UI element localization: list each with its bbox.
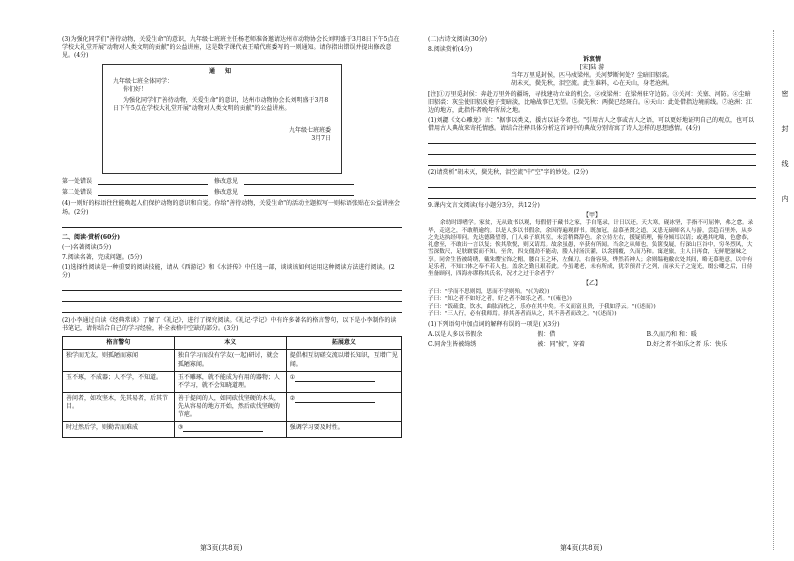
fix-1-blank[interactable]	[244, 178, 354, 185]
answer-line[interactable]	[62, 304, 402, 313]
answer-line[interactable]	[62, 282, 402, 291]
question-7-heading: 7.阅读名著，完成问题。(5分)	[62, 253, 143, 261]
answer-line[interactable]	[428, 146, 756, 155]
passage-b-label: 【乙】	[582, 280, 601, 288]
notice-title: 通 知	[208, 68, 236, 76]
blank-cell-2[interactable]: ②	[286, 392, 401, 421]
question-9-1-prompt: (1)下列语句中加点词的解释有误的一项是( )(3分)	[428, 320, 560, 328]
poem-notes: [注]①万里觅封侯：奔赴万里外的疆场，寻找建功立业的机会。②戍梁州：在梁州驻守边防。③关河：关塞、河防。④尘暗旧貂裘：灰尘使旧貂皮袍子变暗淡，比喻战事已无望。⑤鬓先秋：两鬓已经斑白。⑥天山：此处借指边境前线。⑦沧洲：江边的地方，此指作者晚年所居之地。	[428, 90, 753, 114]
page-4	[428, 36, 756, 349]
section-2-heading: 二、阅读·赏析(60分)	[62, 233, 121, 241]
binding-line	[773, 30, 774, 550]
question-4-prompt: (4)一则好的标语往往能唤起人们保护动物的意识和自觉。你给"善待动物，关爱生命"的活动主题拟写一则标语张贴在公益讲座会场。(2分)	[62, 200, 401, 216]
notice-body: 为强化同学们"善待动物，关爱生命"的意识，达州市动物协会长刘明盛于3月8日下午5点在学校大礼堂开展"动物对人类文明的贡献"的公益讲座。	[113, 96, 329, 112]
poem-author: [宋]陆 游	[579, 64, 605, 72]
question-8-heading: 8.阅读赏析(4分)	[428, 46, 473, 54]
table-header: 拓展意义	[286, 337, 401, 350]
notice-greeting: 九年级七班全体同学：	[113, 78, 174, 86]
error-2-row: 第二处错误 修改意见	[62, 189, 402, 197]
answer-line[interactable]	[428, 157, 756, 166]
option-d[interactable]: D.好之者不如乐之者 乐：快乐	[646, 340, 728, 348]
option-c-gloss: 被：同"披"，穿着	[537, 340, 585, 348]
passage-a: 余幼时即嗜学。家贫，无从致书以观，每假借于藏书之家，手自笔录，计日以还。天大寒，砚冰坚，手指不可屈伸，弗之怠。录毕，走送之，不敢稍逾约。以是人多以书假余，余因得遍观群书。既加冠，益慕圣贤之道，又患无硕师名人与游，尝趋百里外，从乡之先达执经叩问。先达德隆望尊，门人弟子填其室，未尝稍降辞色。余立侍左右，援疑质理，俯身倾耳以请；或遇其叱咄，色愈恭，礼愈至，不敢出一言以复；俟其欣悦，则又请焉。故余虽愚，卒获有所闻。当余之从师也，负箧曳屣，行深山巨谷中，穷冬烈风，大雪深数尺，足肤皲裂而不知。至舍，四支僵劲不能动，媵人持汤沃灌，以衾拥覆，久而乃和。寓逆旅，主人日再食，无鲜肥滋味之享。同舍生皆被绮绣，戴朱缨宝饰之帽，腰白玉之环，左佩刀，右备容臭，烨然若神人；余则缊袍敝衣处其间，略无慕艳意，以中有足乐者，不知口体之奉不若人也。盖余之勤且艰若此。今虽耄老，未有所成，犹幸预君子之列，而承天子之宠光，缀公卿之后，日侍坐备顾问，四海亦谬称其氏名，况才之过于余者乎？	[428, 220, 754, 278]
table-header: 格言警句	[63, 337, 175, 350]
question-3-prompt: (3)为强化同学们"善待动物，关爱生命"的意识，九年级七班班主任杨老师准备邀请达州市动物协会长刘明盛于3月8日下午5点在学校大礼堂开展"动物对人类文明的贡献"的公益讲座，这是数学课代表王晴代班委写的一则通知。请你指出错误并提出修改意见。(4分)	[62, 36, 400, 60]
subsection-1-heading: (一)名著阅读(5分)	[62, 243, 112, 251]
passage-b-line: 子曰："三人行，必有我师焉。择其善者而从之，其不善者而改之。"(《述而》)	[428, 311, 617, 318]
poem-line: 当年万里觅封侯，匹马戍梁州。关河梦断何处？尘暗旧貂裘。	[510, 72, 673, 80]
page-number-left: 第3页(共8页)	[200, 544, 243, 552]
option-a-gloss: 假：借	[537, 330, 556, 338]
table-row: 善问者，如攻坚木，先其易者，后其节目。 善于提问的人，如同砍伐坚硬的木头，先从容易的地方开始，然后砍伐坚硬的节疤。 ②	[63, 392, 402, 421]
notice-hello: 你们好！	[123, 86, 148, 94]
passage-b-line: 子曰："知之者不如好之者，好之者不如乐之者。"(《雍也》)	[428, 296, 572, 303]
notice-signature: 九年级七班班委	[288, 126, 331, 134]
options-grid	[428, 331, 756, 349]
notice-date: 3月7日	[311, 134, 331, 142]
blank-cell-3[interactable]: ③	[174, 422, 286, 438]
answer-line[interactable]	[428, 179, 756, 188]
answer-line[interactable]	[428, 135, 756, 144]
question-7-2-prompt: (2)小李通过自读《经典常谈》了解了《礼记》，进行了探究阅读。《礼记·学记》中有许多著名的格言警句，以下是小李制作的读书笔记，请你结合自己的学习经验，补全表格中空缺的部分。(3分)	[62, 317, 397, 333]
answer-line[interactable]	[62, 293, 402, 302]
page-number-right: 第4页(共8页)	[560, 544, 603, 552]
passage-b-line: 子曰："学而不思则罔，思而不学则殆。"(《为政》)	[428, 288, 550, 295]
question-7-1-prompt: (1)选择性阅读是一种重要的阅读技能，请从《西游记》和《水浒传》中任选一部，谈谈该如何运用这种阅读方法进行阅读。(2分)	[62, 263, 395, 280]
table-header: 本义	[174, 337, 286, 350]
error-1-row: 第一处错误 修改意见	[62, 178, 402, 186]
passage-b-line: 子曰："饭疏食，饮水，曲肱而枕之，乐亦在其中矣。不义而富且贵，于我如浮云。"(《述而》)	[428, 303, 656, 310]
option-c[interactable]: C.同舍生皆被绮绣	[428, 340, 477, 348]
error-2-blank[interactable]	[98, 189, 208, 196]
seal-line-text: 密封线内	[781, 90, 789, 230]
page-3	[62, 36, 402, 438]
option-a[interactable]: A.以是人多以书假余	[428, 330, 483, 338]
question-8-2-prompt: (2)请赏析"胡未灭，鬓先秋，泪空流"中"空"字的妙处。(2分)	[428, 169, 589, 177]
error-1-blank[interactable]	[98, 178, 208, 185]
subsection-2-heading: (二)古诗文阅读(30分)	[428, 36, 487, 43]
question-8-1-prompt: (1)刘勰《文心雕龙》言："据事以类义，援古以证今者也。"引用古人之事或古人之语，可以更好地证明自己的观点，也可以借用古人典故来寄托情感。请结合注释具体分析这首词中的典故分别寄寓了诗人怎样的思想感情。(4分)	[428, 116, 755, 132]
table-row: 独学而无友，则孤陋而寡闻 独自学习而没有学友(一起)研讨，就会孤陋寡闻。 提倡相互切磋交流以增长知识，互增广见闻。	[63, 350, 402, 371]
table-row: 玉不琢，不成器；人不学，不知道。 玉不雕琢，就不能成为有用的器物；人不学习，就不会知晓道理。 ①	[63, 371, 402, 392]
poem-title: 诉衷情	[582, 56, 601, 64]
notice-box	[102, 64, 342, 174]
table-row: 时过然后学，则勤苦而难成 ③ 强调学习要及时性。	[63, 422, 402, 438]
blank-cell-1[interactable]: ①	[286, 371, 401, 392]
passage-a-label: 【甲】	[582, 212, 601, 220]
poem-line: 胡未灭，鬓先秋，泪空流。此生谁料，心在天山，身老沧洲。	[510, 80, 673, 88]
question-9-heading: 9.课内文言文阅读(每小题分3分，共12分)	[428, 202, 540, 210]
fix-2-blank[interactable]	[244, 189, 354, 196]
notes-table	[62, 336, 402, 438]
answer-line[interactable]	[428, 190, 756, 199]
option-b[interactable]: B.久而乃和 和：暖	[646, 330, 697, 338]
answer-line[interactable]	[62, 219, 402, 228]
